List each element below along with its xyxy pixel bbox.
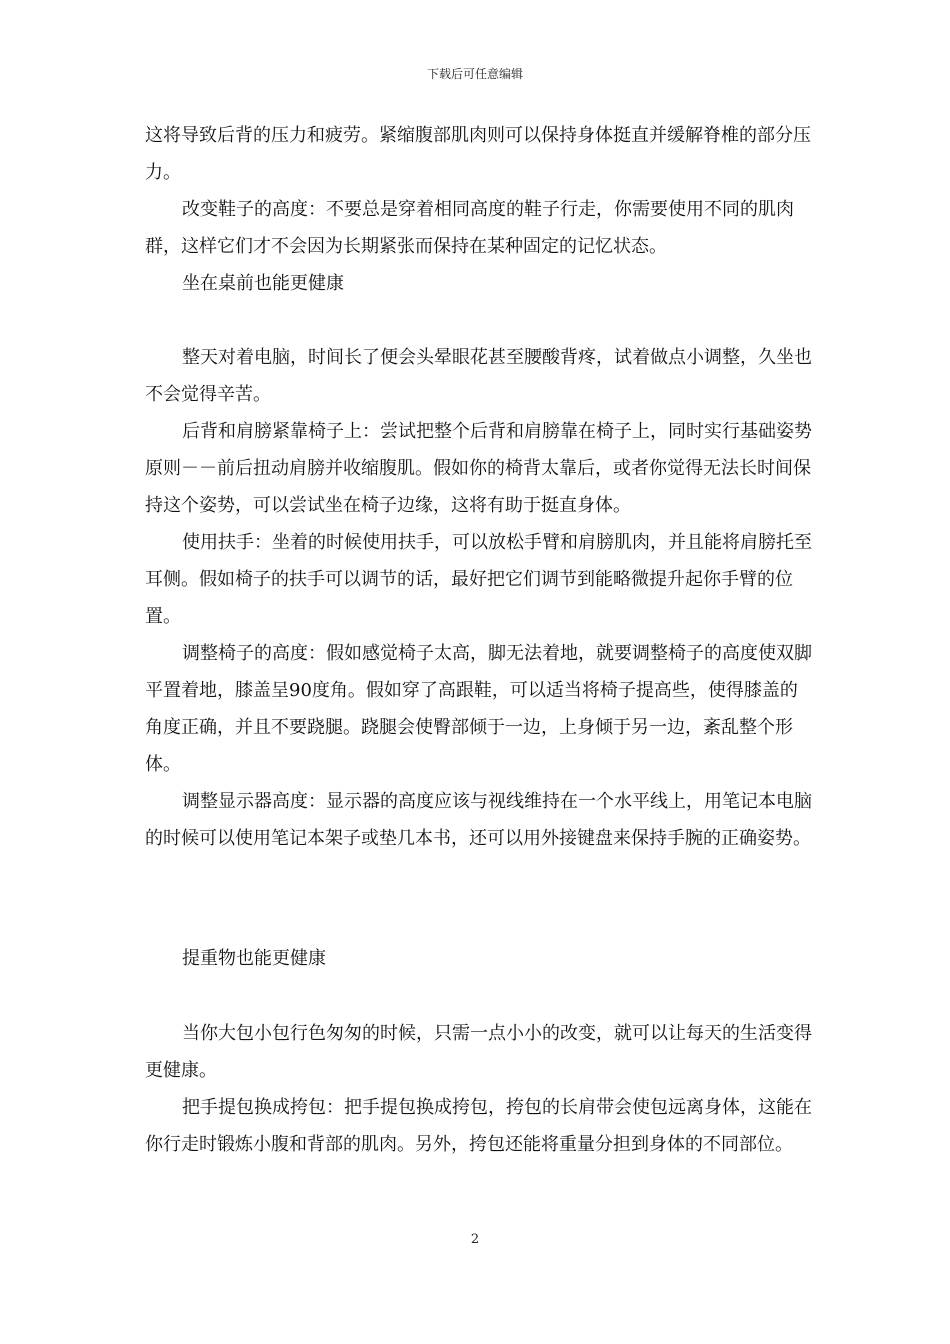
page-header: 下载后可任意编辑 xyxy=(426,67,523,81)
paragraph-chair-height: 调整椅子的高度：假如感觉椅子太高，脚无法着地，就要调整椅子的高度使双脚平置着地，膝盖呈90度角。假如穿了高跟鞋，可以适当将椅子提高些，使得膝盖的角度正确，并且不要跷腿。跷腿会使臀部倾于一边，上身倾于另一边，紊乱整个形体。 xyxy=(145,643,812,775)
page-number: 2 xyxy=(470,1232,480,1247)
section-heading-desk: 坐在桌前也能更健康 xyxy=(182,273,344,294)
paragraph-bags: 当你大包小包行色匆匆的时候，只需一点小小的改变，就可以让每天的生活变得更健康。 xyxy=(145,1023,812,1081)
content-block-1 xyxy=(145,117,813,302)
paragraph-monitor: 调整显示器高度：显示器的高度应该与视线维持在一个水平线上，用笔记本电脑的时候可以使用笔记本架子或垫几本书，还可以用外接键盘来保持手腕的正确姿势。 xyxy=(145,791,812,849)
content-block-4 xyxy=(145,1015,813,1163)
paragraph-computer: 整天对着电脑，时间长了便会头晕眼花甚至腰酸背疼，试着做点小调整，久坐也不会觉得辛苦。 xyxy=(145,347,812,405)
section-heading-lifting: 提重物也能更健康 xyxy=(182,948,326,969)
paragraph-back-shoulders: 后背和肩膀紧靠椅子上：尝试把整个后背和肩膀靠在椅子上，同时实行基础姿势原则－－前后扭动肩膀并收缩腹肌。假如你的椅背太靠后，或者你觉得无法长时间保持这个姿势，可以尝试坐在椅子边缘，这将有助于挺直身体。 xyxy=(145,421,812,516)
paragraph-armrest: 使用扶手：坐着的时候使用扶手，可以放松手臂和肩膀肌肉，并且能将肩膀托至耳侧。假如椅子的扶手可以调节的话，最好把它们调节到能略微提升起你手臂的位置。 xyxy=(145,532,812,627)
content-block-2 xyxy=(145,339,813,857)
paragraph-shoulder-bag: 把手提包换成挎包：把手提包换成挎包，挎包的长肩带会使包远离身体，这能在你行走时锻炼小腹和背部的肌肉。另外，挎包还能将重量分担到身体的不同部位。 xyxy=(145,1097,812,1155)
paragraph-continuation: 这将导致后背的压力和疲劳。紧缩腹部肌肉则可以保持身体挺直并缓解脊椎的部分压力。 xyxy=(145,125,811,183)
paragraph-shoes: 改变鞋子的高度：不要总是穿着相同高度的鞋子行走，你需要使用不同的肌肉群，这样它们才不会因为长期紧张而保持在某种固定的记忆状态。 xyxy=(145,199,794,257)
content-block-3 xyxy=(145,940,813,977)
